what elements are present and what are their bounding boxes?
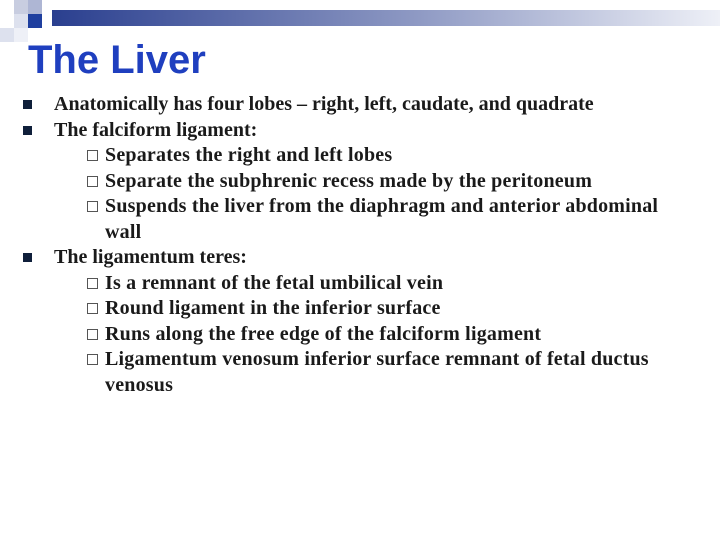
- bullet-text: The ligamentum teres:: [54, 246, 247, 268]
- sub-bullet-text: Separate the subphrenic recess made by the peritoneum: [105, 169, 593, 192]
- sub-bullet-item: [85, 322, 692, 348]
- bullet-item: [22, 245, 692, 398]
- bullet-text: Anatomically has four lobes – right, left, caudate, and quadrate: [54, 93, 594, 115]
- sub-bullet-text: Separates the right and left lobes: [105, 144, 393, 166]
- square-bullet-icon: [23, 253, 32, 262]
- sub-bullet-item: [85, 347, 692, 398]
- sub-bullet-item: [85, 194, 692, 245]
- sub-bullet-text: Suspends the liver from the diaphragm and anterior abdominal wall: [105, 195, 659, 243]
- sub-bullet-list: [54, 143, 692, 245]
- checkbox-bullet-icon: [87, 150, 98, 161]
- sub-bullet-text: Ligamentum venosum inferior surface remnant of fetal ductus venosus: [105, 348, 649, 396]
- bullet-text: The falciform ligament:: [54, 118, 258, 141]
- sub-bullet-item: [85, 169, 692, 195]
- sub-bullet-item: [85, 271, 692, 297]
- bullet-list: [22, 92, 692, 398]
- sub-bullet-item: [85, 143, 692, 169]
- sub-bullet-text: Runs along the free edge of the falciform ligament: [105, 322, 542, 345]
- checkbox-bullet-icon: [87, 278, 98, 289]
- sub-bullet-text: Is a remnant of the fetal umbilical vein: [105, 271, 444, 294]
- checkbox-bullet-icon: [87, 176, 98, 187]
- checkbox-bullet-icon: [87, 329, 98, 340]
- bullet-item: [22, 118, 692, 246]
- checkbox-bullet-icon: [87, 201, 98, 212]
- sub-bullet-item: [85, 296, 692, 322]
- square-bullet-icon: [23, 100, 32, 109]
- slide-title: The Liver: [28, 38, 206, 82]
- sub-bullet-text: Round ligament in the inferior surface: [105, 297, 441, 319]
- bullet-item: [22, 92, 692, 118]
- checkbox-bullet-icon: [87, 303, 98, 314]
- checkbox-bullet-icon: [87, 354, 98, 365]
- sub-bullet-list: [54, 271, 692, 399]
- square-bullet-icon: [23, 126, 32, 135]
